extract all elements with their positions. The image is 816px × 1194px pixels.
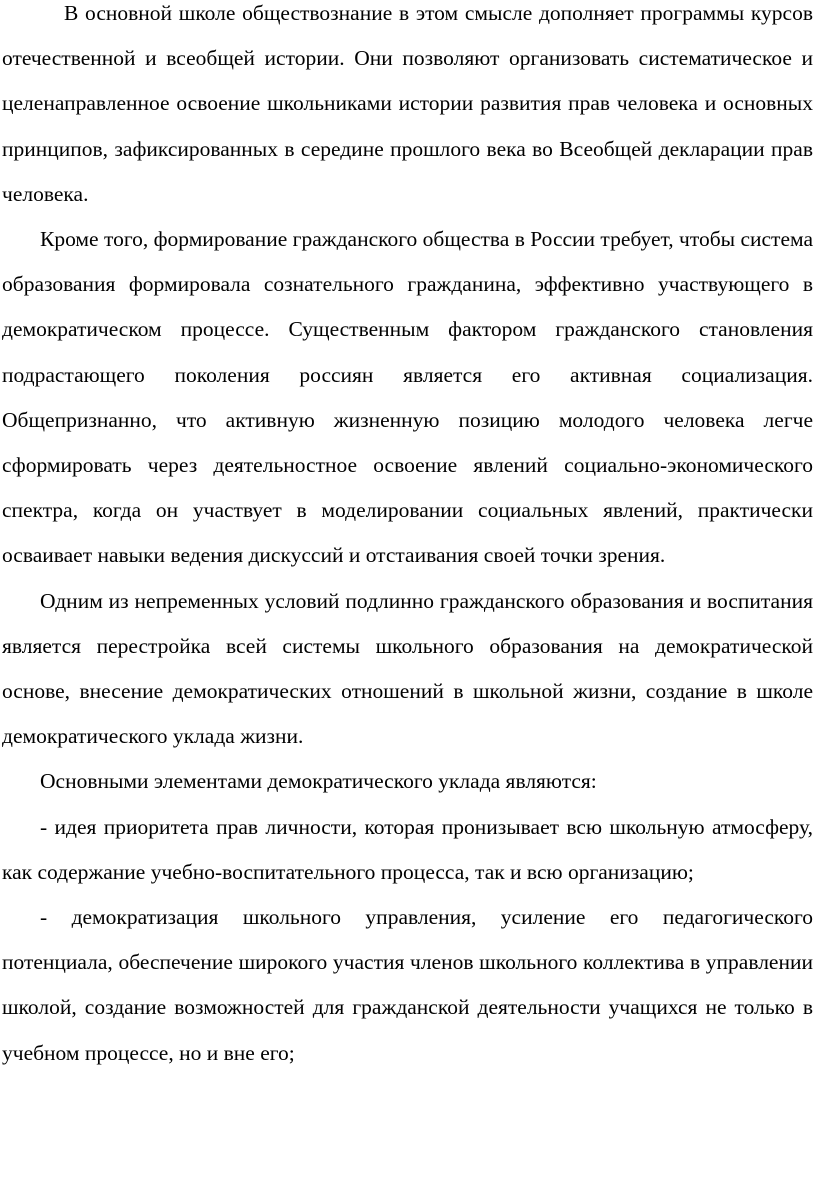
paragraph-elements-intro: Основными элементами демократического уклада являются: <box>40 769 597 794</box>
list-item-democratization: - демократизация школьного управления, усиление его педагогического потенциала, обеспечение широкого участия членов школьного коллектива в управлении школой, создание возможностей для гражданской деятельности учащихся не только в учебном процессе, но и вне его; <box>2 905 813 1065</box>
list-item-rights-priority: - идея приоритета прав личности, которая пронизывает всю школьную атмосферу, как содержание учебно-воспитательного процесса, так и всю организацию; <box>2 814 813 884</box>
paragraph-conditions: Одним из непременных условий подлинно гражданского образования и воспитания является перестройка всей системы школьного образования на демократической основе, внесение демократических отношений в школьной жизни, создание в школе демократического уклада жизни. <box>2 588 813 749</box>
paragraph-basic-school: В основной школе обществознание в этом смысле дополняет программы курсов отечественной и всеобщей истории. Они позволяют организовать систематическое и целенаправленное освоение школьниками истории развития прав человека и основных принципов, зафиксированных в середине прошлого века во Всеобщей декларации прав человека. <box>2 1 813 206</box>
paragraph-civil-society: Кроме того, формирование гражданского общества в России требует, чтобы система образования формировала сознательного гражданина, эффективно участвующего в демократическом процессе. Существенным фактором гражданского становления подрастающего поколения россиян является его активная социализация. Общепризнанно, что активную жизненную позицию молодого человека легче сформировать через деятельностное освоение явлений социально-экономического спектра, когда он участвует в моделировании социальных явлений, практически осваивает навыки ведения дискуссий и отстаивания своей точки зрения. <box>2 227 813 568</box>
